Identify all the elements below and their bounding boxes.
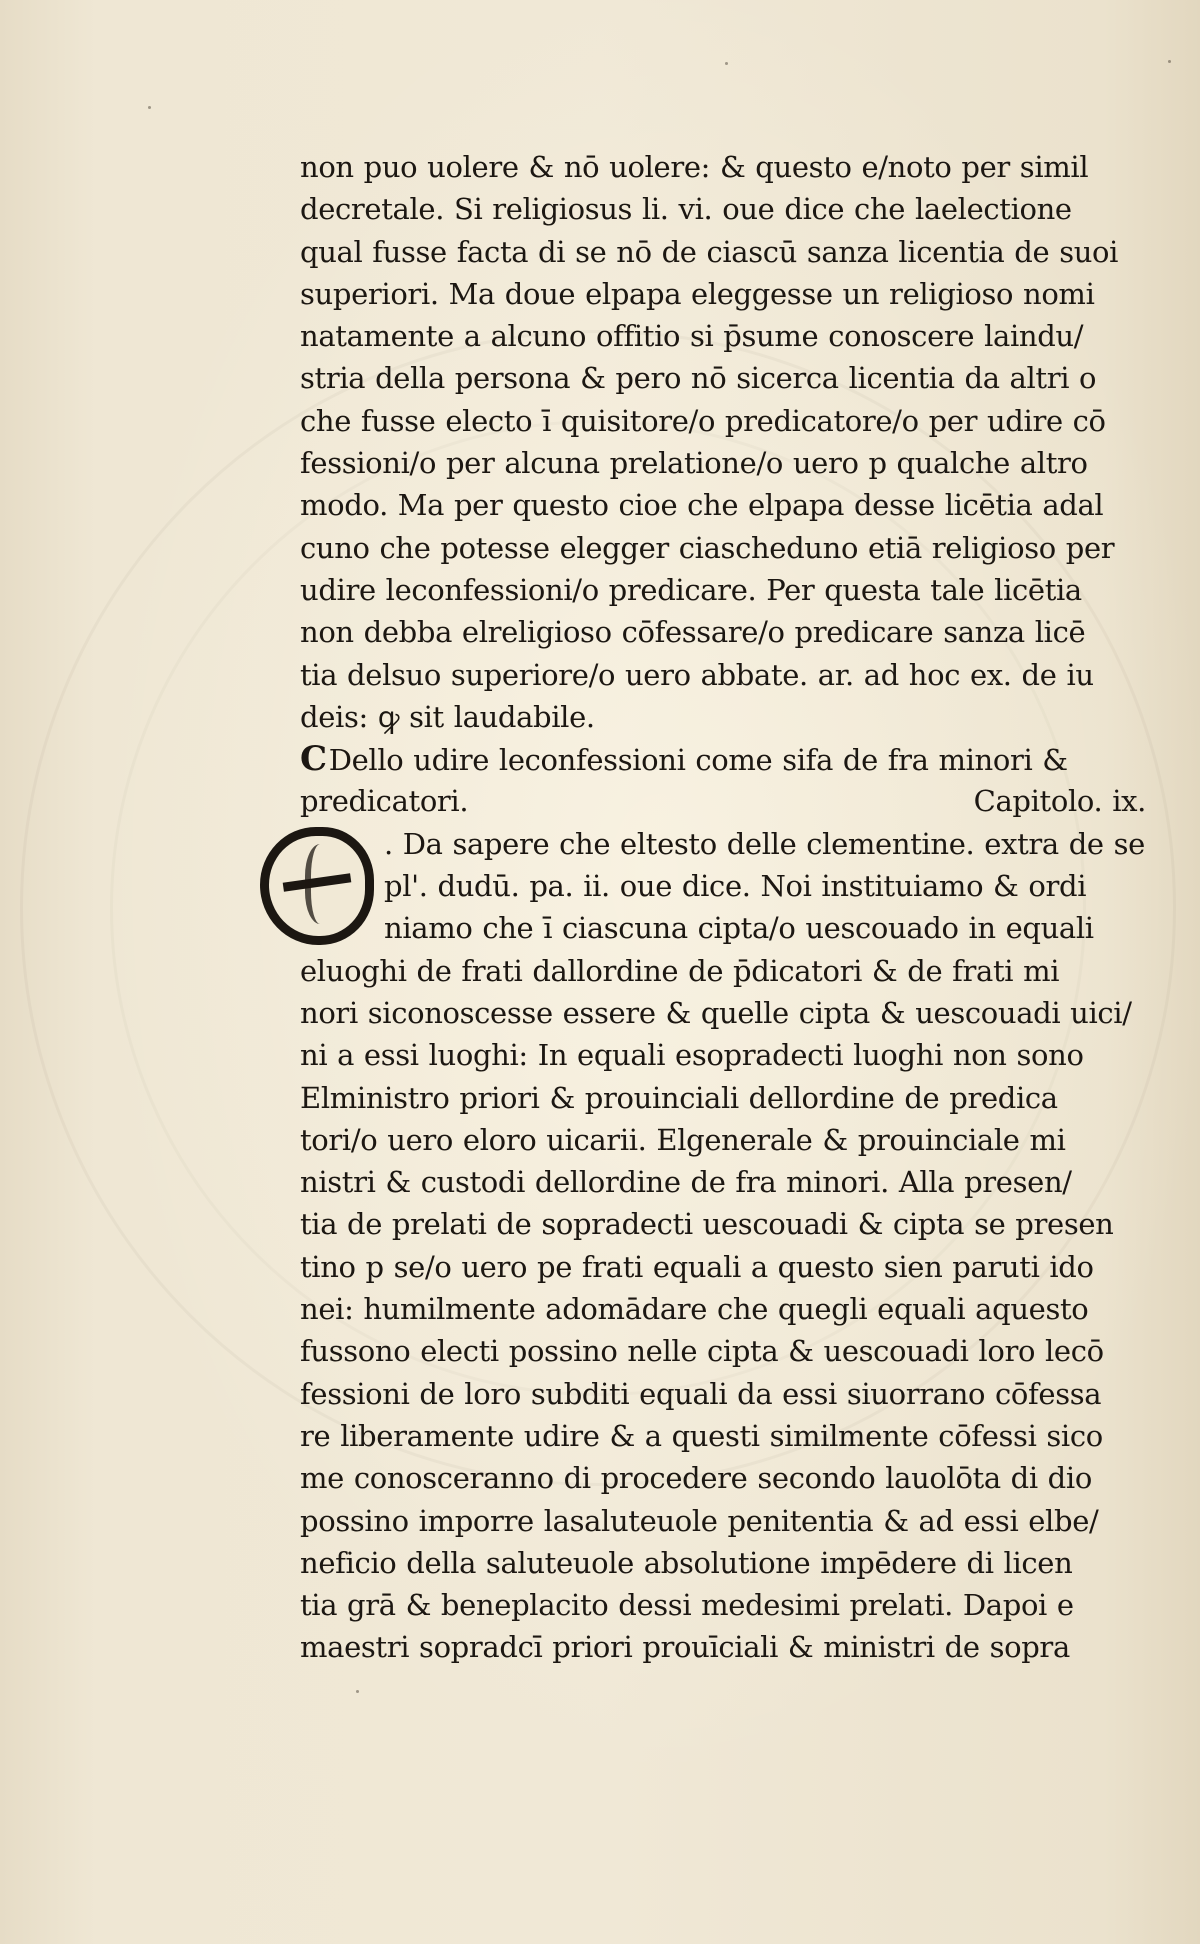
text-line: cuno che potesse elegger ciascheduno etiā religioso per	[300, 530, 1115, 565]
text-line: nei: humilmente adomādare che quegli equali aquesto	[300, 1292, 1089, 1327]
text-line: decretale. Si religiosus li. vi. oue dice che laelectione	[300, 192, 1072, 227]
decorated-initial-letter	[260, 827, 374, 945]
text-line: tia grā & beneplacito dessi medesimi prelati. Dapoi e	[300, 1588, 1074, 1623]
text-line: fussono electi possino nelle cipta & uescouadi loro lecō	[300, 1334, 1104, 1369]
text-line: udire leconfessioni/o predicare. Per questa tale licētia	[300, 572, 1082, 607]
text-line: non puo uolere & nō uolere: & questo e/noto per simil	[300, 150, 1089, 184]
text-line: eluoghi de frati dallordine de p̄dicatori & de frati mi	[300, 953, 1060, 988]
text-line: non debba elreligioso cōfessare/o predicare sanza licē	[300, 615, 1086, 650]
chapter-heading-line-2	[300, 780, 1160, 822]
text-line: tori/o uero eloro uicarii. Elgenerale & prouinciale mi	[300, 1122, 1066, 1157]
text-line: possino imporre lasaluteuole penitentia & ad essi elbe/	[300, 1503, 1099, 1538]
text-line: tia de prelati de sopradecti uescouadi & cipta se presen	[300, 1207, 1114, 1242]
pilcrow-mark: C	[300, 739, 327, 780]
text-line: fessioni/o per alcuna prelatione/o uero p qualche altro	[300, 446, 1088, 481]
text-line: fessioni de loro subditi equali da essi siuorrano cōfessa	[300, 1376, 1102, 1411]
text-line: nori siconoscesse essere & quelle cipta & uescouadi uici/	[300, 995, 1132, 1030]
text-line: Elministro priori & prouinciali dellordine de predica	[300, 1080, 1058, 1115]
text-line: re liberamente udire & a questi similmente cōfessi sico	[300, 1418, 1103, 1453]
text-line: nistri & custodi dellordine de fra minori. Alla presen/	[300, 1165, 1072, 1200]
chapter-heading-text: Dello udire leconfessioni come sifa de fra minori &	[328, 743, 1068, 778]
text-line: . Da sapere che eltesto delle clementine. extra de se	[384, 826, 1145, 861]
text-line: tino p se/o uero pe frati equali a questo sien paruti ido	[300, 1249, 1094, 1284]
text-line: tia delsuo superiore/o uero abbate. ar. ad hoc ex. de iu	[300, 657, 1094, 692]
text-line: qual fusse facta di se nō de ciascū sanza licentia de suoi	[300, 234, 1119, 269]
text-line: pl'. dudū. pa. ii. oue dice. Noi instituiamo & ordi	[384, 869, 1087, 904]
text-line: che fusse electo ī quisitore/o predicatore/o per udire cō	[300, 403, 1106, 438]
text-line: niamo che ī ciascuna cipta/o uescouado in equali	[384, 911, 1094, 946]
paper-speck	[148, 106, 151, 109]
text-line: superiori. Ma doue elpapa eleggesse un religioso nomi	[300, 276, 1095, 311]
text-line: maestri sopradcī priori prouīciali & ministri de sopra	[300, 1630, 1070, 1665]
text-line: stria della persona & pero nō sicerca licentia da altri o	[300, 361, 1097, 396]
text-line: me conosceranno di procedere secondo lauolōta di dio	[300, 1461, 1092, 1496]
paper-speck	[725, 62, 728, 65]
text-column	[300, 146, 1160, 1669]
drop-cap-paragraph	[300, 823, 1160, 950]
chapter-number: Capitolo. ix.	[973, 784, 1146, 819]
text-line: modo. Ma per questo cioe che elpapa desse licētia adal	[300, 488, 1104, 523]
chapter-heading-line-1	[300, 738, 1160, 780]
text-line: natamente a alcuno offitio si p̄sume conoscere laindu/	[300, 319, 1084, 354]
paper-speck	[1168, 60, 1171, 63]
text-line: deis: ꝙ sit laudabile.	[300, 699, 595, 734]
paper-speck	[356, 1690, 359, 1693]
text-line: neficio della saluteuole absolutione impēdere di licen	[300, 1545, 1073, 1580]
text-line: ni a essi luoghi: In equali esopradecti luoghi non sono	[300, 1038, 1084, 1073]
chapter-heading-text-end: predicatori.	[300, 784, 469, 819]
